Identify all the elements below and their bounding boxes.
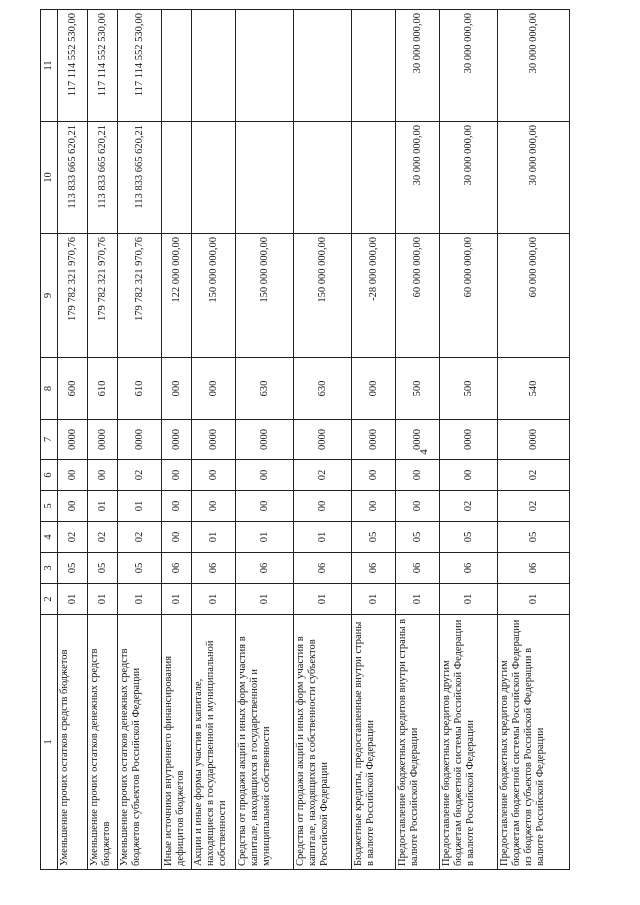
row-name-cell: Предоставление бюджетных кредитов другим бюджетам бюджетной системы Российской Федерации в валюте Российской Федерации xyxy=(440,615,498,870)
row-value-cell: 00 xyxy=(58,460,88,491)
budget-sources-table xyxy=(40,9,570,870)
row-value-cell: 179 782 321 970,76 xyxy=(88,234,118,358)
row-value-cell: 05 xyxy=(58,553,88,584)
row-name-cell: Уменьшение прочих остатков денежных средств бюджетов xyxy=(88,615,118,870)
row-value-cell: 01 xyxy=(236,584,294,615)
row-value-cell: 00 xyxy=(192,491,236,522)
row-value-cell xyxy=(352,10,396,122)
row-value-cell: 0000 xyxy=(192,420,236,460)
row-value-cell: 00 xyxy=(396,460,440,491)
header-cell: 11 xyxy=(41,10,58,122)
row-value-cell: 60 000 000,00 xyxy=(440,234,498,358)
row-value-cell: 30 000 000,00 xyxy=(440,10,498,122)
header-cell: 2 xyxy=(41,584,58,615)
table-row xyxy=(162,10,192,870)
header-row xyxy=(41,10,58,870)
table-row xyxy=(236,10,294,870)
row-value-cell: 00 xyxy=(352,491,396,522)
row-value-cell: 01 xyxy=(88,491,118,522)
row-value-cell xyxy=(192,122,236,234)
header-cell: 10 xyxy=(41,122,58,234)
row-value-cell: 150 000 000,00 xyxy=(236,234,294,358)
row-value-cell: 02 xyxy=(498,460,570,491)
row-value-cell: 00 xyxy=(396,491,440,522)
row-value-cell: 02 xyxy=(294,460,352,491)
row-value-cell: 01 xyxy=(192,584,236,615)
row-value-cell: 30 000 000,00 xyxy=(440,122,498,234)
row-value-cell: 0000 xyxy=(88,420,118,460)
row-value-cell: 01 xyxy=(294,584,352,615)
row-value-cell: 30 000 000,00 xyxy=(396,10,440,122)
row-value-cell: 0000 xyxy=(396,420,440,460)
row-name-cell: Уменьшение прочих остатков средств бюджетов xyxy=(58,615,88,870)
row-value-cell: 500 xyxy=(440,358,498,420)
row-value-cell: 01 xyxy=(236,522,294,553)
table-row xyxy=(294,10,352,870)
row-value-cell: 01 xyxy=(118,491,162,522)
row-value-cell xyxy=(236,10,294,122)
row-value-cell: 00 xyxy=(162,522,192,553)
table-row xyxy=(396,10,440,870)
row-value-cell: 117 114 552 530,00 xyxy=(88,10,118,122)
row-value-cell: 05 xyxy=(396,522,440,553)
row-value-cell: 00 xyxy=(440,460,498,491)
row-value-cell: 150 000 000,00 xyxy=(294,234,352,358)
row-value-cell xyxy=(236,122,294,234)
row-value-cell: 179 782 321 970,76 xyxy=(58,234,88,358)
row-value-cell: 150 000 000,00 xyxy=(192,234,236,358)
row-value-cell: 0000 xyxy=(118,420,162,460)
row-value-cell xyxy=(162,122,192,234)
row-value-cell: 0000 xyxy=(294,420,352,460)
row-value-cell xyxy=(352,122,396,234)
row-value-cell: 610 xyxy=(118,358,162,420)
row-value-cell: 06 xyxy=(236,553,294,584)
row-value-cell: 60 000 000,00 xyxy=(498,234,570,358)
table-row xyxy=(192,10,236,870)
row-value-cell xyxy=(162,10,192,122)
row-value-cell: 0000 xyxy=(58,420,88,460)
row-value-cell: 179 782 321 970,76 xyxy=(118,234,162,358)
row-value-cell: 0000 xyxy=(162,420,192,460)
page-number: 4 xyxy=(417,449,430,455)
table-row xyxy=(118,10,162,870)
row-value-cell: 0000 xyxy=(440,420,498,460)
row-name-cell: Предоставление бюджетных кредитов внутри страны в валюте Российской Федерации xyxy=(396,615,440,870)
row-value-cell: 01 xyxy=(88,584,118,615)
row-value-cell: 05 xyxy=(88,553,118,584)
table-row xyxy=(58,10,88,870)
row-value-cell: 0000 xyxy=(236,420,294,460)
header-cell: 6 xyxy=(41,460,58,491)
row-value-cell: 500 xyxy=(396,358,440,420)
row-value-cell: 600 xyxy=(58,358,88,420)
row-value-cell: 630 xyxy=(236,358,294,420)
row-value-cell: 00 xyxy=(236,460,294,491)
row-value-cell: 06 xyxy=(498,553,570,584)
row-value-cell: 000 xyxy=(162,358,192,420)
row-value-cell: 06 xyxy=(396,553,440,584)
row-value-cell: 00 xyxy=(192,460,236,491)
row-value-cell: 113 833 665 620,21 xyxy=(58,122,88,234)
row-value-cell: 05 xyxy=(440,522,498,553)
row-value-cell: 01 xyxy=(192,522,236,553)
row-value-cell: 06 xyxy=(294,553,352,584)
row-value-cell: 05 xyxy=(352,522,396,553)
row-value-cell: 540 xyxy=(498,358,570,420)
row-value-cell: 05 xyxy=(498,522,570,553)
row-value-cell: 01 xyxy=(352,584,396,615)
header-cell: 5 xyxy=(41,491,58,522)
row-value-cell: 30 000 000,00 xyxy=(498,122,570,234)
row-value-cell: 117 114 552 530,00 xyxy=(118,10,162,122)
row-value-cell: 02 xyxy=(498,491,570,522)
row-value-cell: 06 xyxy=(440,553,498,584)
row-value-cell xyxy=(294,122,352,234)
row-name-cell: Средства от продажи акций и иных форм участия в капитале, находящихся в государственной и муниципальной собственности xyxy=(236,615,294,870)
row-value-cell: 00 xyxy=(162,491,192,522)
row-value-cell: 00 xyxy=(294,491,352,522)
row-name-cell: Уменьшение прочих остатков денежных средств бюджетов субъектов Российской Федерации xyxy=(118,615,162,870)
row-value-cell: 60 000 000,00 xyxy=(396,234,440,358)
row-value-cell: -28 000 000,00 xyxy=(352,234,396,358)
row-value-cell: 01 xyxy=(58,584,88,615)
row-value-cell: 02 xyxy=(58,522,88,553)
row-value-cell: 113 833 665 620,21 xyxy=(88,122,118,234)
row-value-cell: 02 xyxy=(88,522,118,553)
row-value-cell: 0000 xyxy=(352,420,396,460)
row-value-cell: 06 xyxy=(192,553,236,584)
header-cell: 3 xyxy=(41,553,58,584)
row-value-cell: 00 xyxy=(236,491,294,522)
row-value-cell: 000 xyxy=(192,358,236,420)
table-row xyxy=(498,10,570,870)
row-value-cell: 30 000 000,00 xyxy=(498,10,570,122)
row-value-cell xyxy=(294,10,352,122)
row-value-cell: 30 000 000,00 xyxy=(396,122,440,234)
row-value-cell: 02 xyxy=(118,522,162,553)
table-row xyxy=(352,10,396,870)
row-value-cell: 06 xyxy=(162,553,192,584)
row-name-cell: Предоставление бюджетных кредитов другим бюджетам бюджетной системы Российской Федерации из бюджетов субъектов Российской Федерации в валюте Российской Федерации xyxy=(498,615,570,870)
row-value-cell: 02 xyxy=(440,491,498,522)
header-cell: 1 xyxy=(41,615,58,870)
rotated-table-container xyxy=(40,10,630,870)
row-name-cell: Бюджетные кредиты, предоставленные внутри страны в валюте Российской Федерации xyxy=(352,615,396,870)
row-value-cell: 00 xyxy=(162,460,192,491)
row-value-cell: 02 xyxy=(118,460,162,491)
row-value-cell: 05 xyxy=(118,553,162,584)
row-value-cell: 610 xyxy=(88,358,118,420)
header-cell: 9 xyxy=(41,234,58,358)
row-value-cell xyxy=(192,10,236,122)
row-value-cell: 01 xyxy=(118,584,162,615)
row-value-cell: 00 xyxy=(88,460,118,491)
row-value-cell: 01 xyxy=(396,584,440,615)
row-value-cell: 0000 xyxy=(498,420,570,460)
row-value-cell: 01 xyxy=(498,584,570,615)
row-value-cell: 00 xyxy=(58,491,88,522)
row-name-cell: Иные источники внутреннего финансирования дефицитов бюджетов xyxy=(162,615,192,870)
row-value-cell: 000 xyxy=(352,358,396,420)
row-value-cell: 00 xyxy=(352,460,396,491)
table-row xyxy=(88,10,118,870)
row-value-cell: 117 114 552 530,00 xyxy=(58,10,88,122)
row-value-cell: 01 xyxy=(294,522,352,553)
row-name-cell: Акции и иные формы участия в капитале, находящиеся в государственной и муниципальной собственности xyxy=(192,615,236,870)
row-value-cell: 113 833 665 620,21 xyxy=(118,122,162,234)
row-value-cell: 122 000 000,00 xyxy=(162,234,192,358)
header-cell: 7 xyxy=(41,420,58,460)
row-value-cell: 01 xyxy=(440,584,498,615)
row-value-cell: 06 xyxy=(352,553,396,584)
header-cell: 4 xyxy=(41,522,58,553)
header-cell: 8 xyxy=(41,358,58,420)
row-value-cell: 630 xyxy=(294,358,352,420)
row-name-cell: Средства от продажи акций и иных форм участия в капитале, находящихся в собственности субъектов Российской Федерации xyxy=(294,615,352,870)
table-row xyxy=(440,10,498,870)
row-value-cell: 01 xyxy=(162,584,192,615)
